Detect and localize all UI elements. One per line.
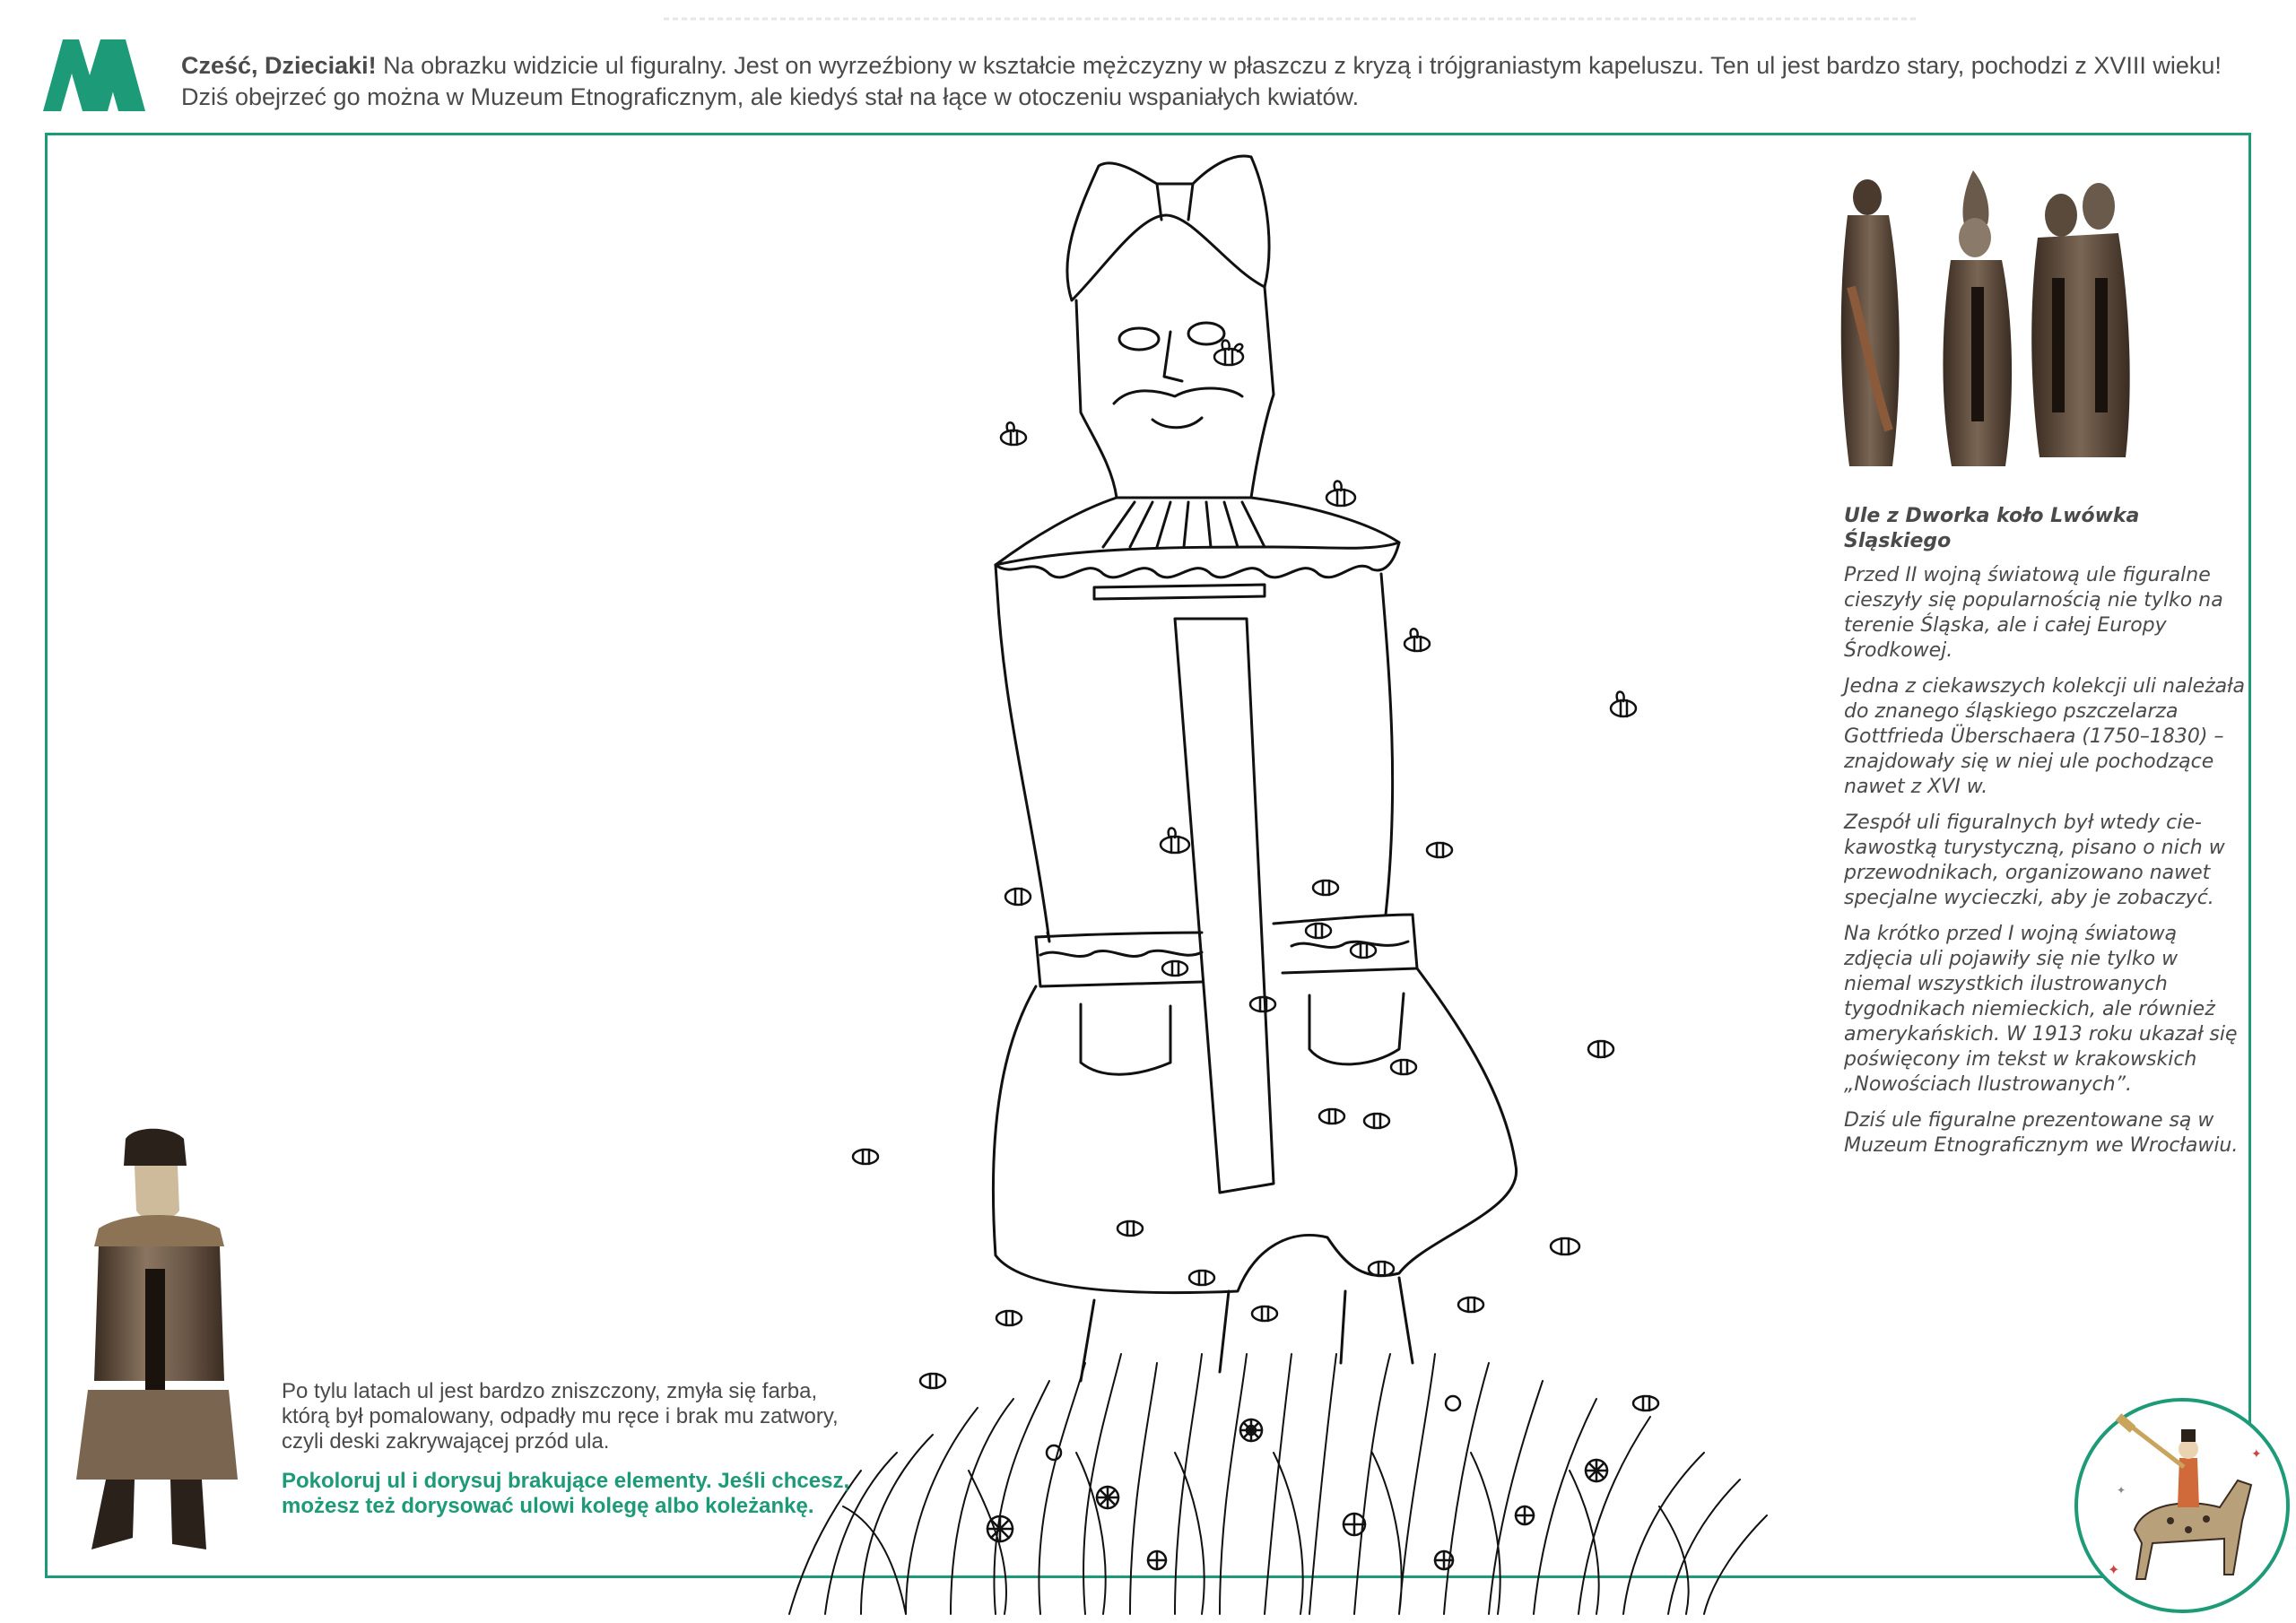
- note-description: Po tylu latach ul jest bardzo zniszczony, zmyła się farba, którą był pomalowany, odpadły mu ręce i brak mu zatwory, czyli deski zakrywającej przód ula.: [282, 1379, 839, 1454]
- carved-beehive-photos[interactable]: [1830, 161, 2233, 484]
- face-outline: [1076, 287, 1274, 498]
- horseman-trumpeter-badge-icon[interactable]: [2072, 1395, 2292, 1616]
- coloring-instructions: [282, 1379, 856, 1533]
- sidebar-paragraph: Przed II wojną światową ule figuralne cieszyły się popularnością nie tylko na terenie Śląska, ale i całej Europy Środkowej.: [1844, 564, 2223, 662]
- svg-text:✦: ✦: [2251, 1446, 2262, 1461]
- hive-photo-1: [1841, 179, 1900, 466]
- body-outline: [993, 574, 1516, 1381]
- svg-text:✦: ✦: [2108, 1563, 2120, 1578]
- history-sidebar: [1844, 504, 2248, 1169]
- intro-body: Na obrazku widzicie ul figuralny. Jest on wyrzeźbiony w kształcie mężczyzny w płaszczu z kryzą i trójgraniastym kapeluszu. Ten ul jest bardzo stary, pochodzi z XVIII wieku! Dziś obejrzeć go można w Muzeum Etnograficznym, ale kiedyś stał na łące w otoczeniu wspaniałych kwiatów.: [181, 52, 2222, 110]
- sidebar-paragraph: Jedna z ciekawszych kolekcji uli należała do znanego śląskiego pszczelarza Gottfrieda Überschaera (1750–1830) – znajdowały się w niej ule pochodzące nawet z XVI w.: [1844, 675, 2245, 798]
- hive-photo-2: [1943, 170, 2012, 466]
- sidebar-paragraph: Zespół uli figuralnych był wtedy cie-kawostką turystyczną, pisano o nich w przewodnikach, organizowano nawet specjalne wycieczki, aby je zobaczyć.: [1844, 812, 2225, 909]
- hat-outline: [1067, 156, 1269, 300]
- sidebar-heading: Ule z Dworka koło Lwówka Śląskiego: [1844, 505, 2140, 552]
- call-to-action: Pokoloruj ul i dorysuj brakujące elementy. Jeśli chcesz, możesz też dorysować ulowi kolegę albo koleżankę.: [282, 1469, 850, 1518]
- ruff-collar: [996, 498, 1399, 599]
- old-beehive-photo[interactable]: [72, 1121, 242, 1560]
- intro-lead: Cześć, Dzieciaki!: [181, 52, 377, 79]
- hive-photo-3: [2031, 183, 2129, 457]
- svg-text:✦: ✦: [2117, 1484, 2126, 1497]
- sidebar-paragraph: Na krótko przed I wojną światową zdjęcia uli pojawiły się nie tylko w niemal wszystkich ilustrowanych tygodnikach niemieckich, ale również amerykańskich. W 1913 roku ukazał się poświęcony im tekst w krakowskich „Nowościach Ilustrowanych”.: [1844, 923, 2238, 1096]
- bee-icon: [853, 341, 1658, 1411]
- flower-icon: [987, 1396, 1607, 1569]
- sidebar-paragraph: Dziś ule figuralne prezentowane są w Muzeum Etnograficznym we Wrocławiu.: [1844, 1109, 2239, 1157]
- grass-meadow: [789, 1354, 1767, 1614]
